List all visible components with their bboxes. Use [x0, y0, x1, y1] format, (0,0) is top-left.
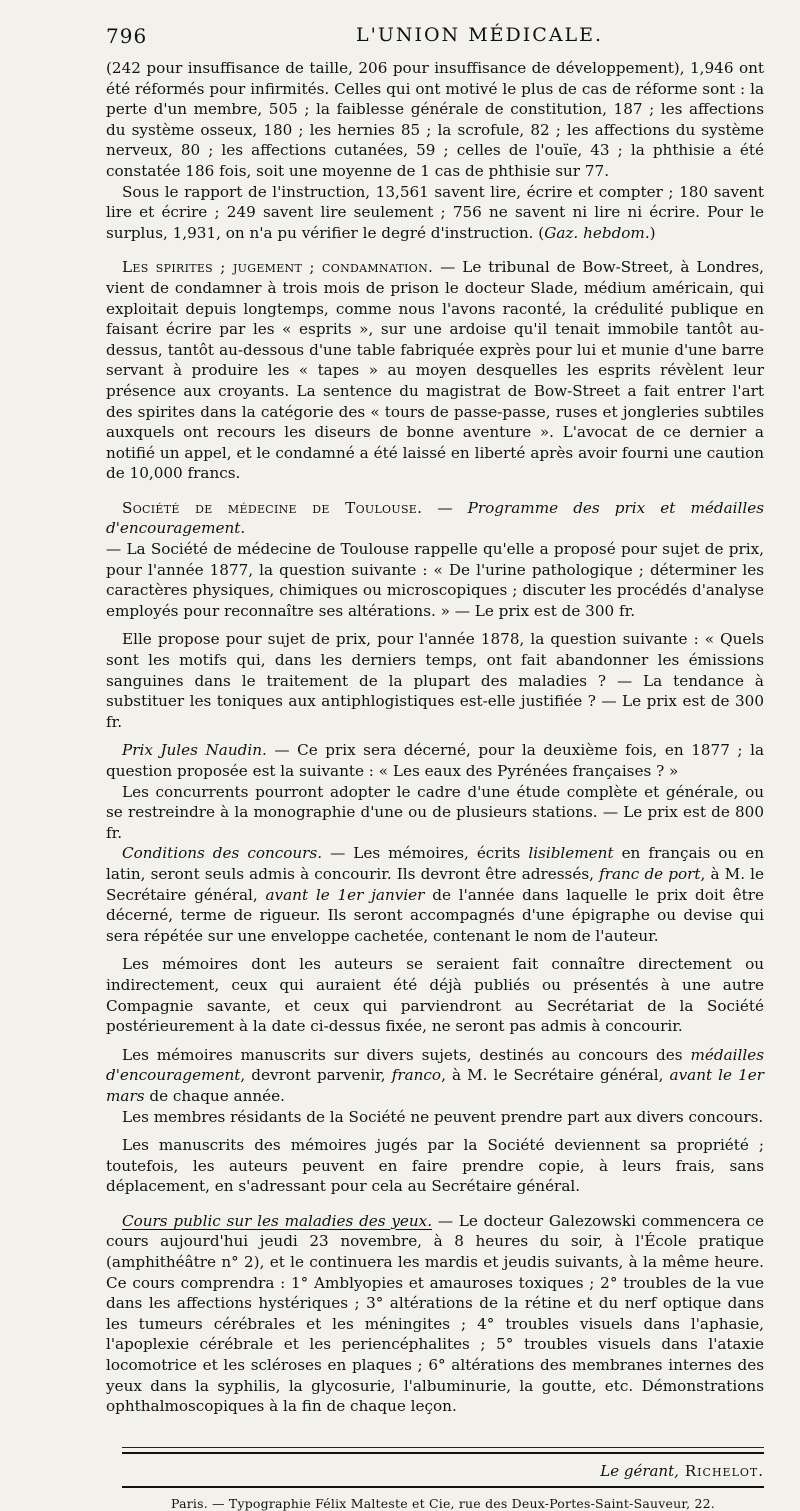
article-content [106, 58, 764, 1417]
page-footer [106, 1447, 764, 1511]
competitors-paragraph: Les concurrents pourront adopter le cadre d'une étude complète et générale, ou se restreindre à la monographie d'une ou de plusieurs stations. — Le prix est de 800 fr. [106, 782, 764, 842]
naudin-prize-label: Prix Jules Naudin. [122, 741, 267, 760]
page-number: 796 [106, 24, 148, 48]
page-header [106, 14, 764, 58]
instruction-stats-text: Sous le rapport de l'instruction, 13,561 savent lire, écrire et compter ; 180 savent lire et écrire ; 249 savent lire seulement ; 756 ne savent ni lire ni écrire. Pour le surplus, 1,931, on n'a pu vérifier le degré d'instruction. ( [106, 182, 764, 242]
spirites-article [106, 257, 764, 484]
manager-label: Le gérant, [600, 1461, 679, 1480]
toulouse-heading: Société de médecine de Toulouse. [122, 498, 423, 517]
source-citation-close: ) [649, 223, 656, 242]
eligibility-paragraph: Les mémoires dont les auteurs se seraient fait connaître directement ou indirectement, ceux qui auraient été déjà publiés ou présentés à une autre Compagnie savante, et ceux qui parviendront au Secrétariat de la Société postérieurement à la date ci-dessus fixée, ne seront pas admis à concourir. [106, 955, 764, 1036]
manager-signature [106, 1462, 764, 1486]
naudin-prize-paragraph [106, 740, 764, 781]
conditions-deadline: avant le 1er janvier [265, 885, 425, 904]
eye-course-article [106, 1211, 764, 1417]
conscription-stats-paragraph: (242 pour insuffisance de taille, 206 pour insuffisance de développement), 1,946 ont été réformés pour infirmités. Celles qui ont motivé le plus de cas de réforme sont : la perte d'un membre, 505 ; la faiblesse générale de constitution, 187 ; les affections du système osseux, 180 ; les hernies 85 ; la scrofule, 82 ; les affections du système nerveux, 80 ; les affections cutanées, 59 ; celles de l'ouïe, 43 ; la phthisie a été constatée 186 fois, soit une moyenne de 1 cas de phthisie sur 77. [106, 59, 764, 180]
resident-members-paragraph: Les membres résidants de la Société ne peuvent prendre part aux divers concours. [122, 1107, 764, 1126]
medals-text-a: Les mémoires manuscrits sur divers sujets, destinés au concours des [122, 1045, 691, 1064]
medals-term: médailles d'encouragement [106, 1045, 764, 1085]
manager-name: Richelot. [684, 1461, 764, 1480]
footer-rule-thin [122, 1447, 764, 1448]
conditions-franc-de-port: franc de port [599, 864, 701, 883]
instruction-stats-paragraph [106, 182, 764, 244]
spirites-heading: Les spirites ; jugement ; condamnation. [122, 258, 434, 277]
conditions-label: Conditions des concours. [122, 844, 323, 863]
naudin-prize-body: — Ce prix sera décerné, pour la deuxième fois, en 1877 ; la question proposée est la suivante : « Les eaux des Pyrénées françaises ? » [106, 741, 764, 780]
toulouse-dash: — [422, 498, 468, 517]
manuscripts-paragraph: Les manuscrits des mémoires jugés par la Société deviennent sa propriété ; toutefois, les auteurs peuvent en faire prendre copie, à leurs frais, sans déplacement, en s'adressant pour cela au Secrétaire général. [106, 1136, 764, 1196]
conditions-paragraph [106, 843, 764, 946]
footer-rule-bottom [122, 1486, 764, 1488]
eye-course-label: Cours public sur les maladies des yeux. [122, 1211, 433, 1230]
toulouse-prize-1878-paragraph: Elle propose pour sujet de prix, pour l'année 1878, la question suivante : « Quels sont les motifs qui, dans les derniers temps, ont fait abandonner les émissions sanguines dans le traitement de la plupart des maladies ? — La tendance à substituer les toniques aux antiphlogistiques est-elle justifiée ? — Le prix est de 300 fr. [106, 630, 764, 731]
medals-text-b: , devront parvenir, [240, 1066, 392, 1085]
conditions-text-a: — Les mémoires, écrits [322, 844, 529, 863]
printer-imprint: Paris. — Typographie Félix Malteste et Cie, rue des Deux-Portes-Saint-Sauveur, 22. [171, 1495, 715, 1511]
conditions-text-b: en français ou en latin, seront seuls admis à concourir. Ils devront être adressés, [106, 844, 764, 883]
medals-franco: franco [391, 1066, 442, 1085]
journal-title: L'UNION MÉDICALE. [356, 24, 604, 46]
conditions-text-c: , à M. le Secrétaire général, [106, 864, 764, 904]
footer-rule-thick [122, 1452, 764, 1454]
medals-paragraph [106, 1045, 764, 1107]
conditions-lisiblement: lisiblement [528, 844, 614, 863]
conditions-text-d: de l'année dans laquelle le prix doit être décerné, terme de rigueur. Ils seront accompagnés d'une épigraphe ou devise qui sera répétée sur une enveloppe cachetée, contenant le nom de l'auteur. [106, 885, 764, 945]
medals-text-c: , à M. le Secrétaire général, [441, 1066, 670, 1085]
toulouse-heading-line [106, 498, 764, 539]
toulouse-prize-1877-paragraph: — La Société de médecine de Toulouse rappelle qu'elle a proposé pour sujet de prix, pour l'année 1877, la question suivante : « De l'urine pathologique ; déterminer les caractères physiques, chimiques ou microscopiques ; discuter les procédés d'analyse employés pour reconnaître ses altérations. » — Le prix est de 300 fr. [106, 540, 764, 620]
toulouse-subheading: Programme des prix et médailles d'encouragement. [106, 498, 765, 538]
spirites-body: — Le tribunal de Bow-Street, à Londres, vient de condamner à trois mois de prison le docteur Slade, médium américain, qui exploitait depuis longtemps, comme nous l'avons raconté, la crédulité publique en faisant écrire par les « esprits », sur une ardoise qu'il tenait immobile tantôt au-dessus, tantôt au-dessous d'une table fabriquée exprès pour lui et munie d'une barre servant à produire les « tapes » au moyen desquelles les esprits révèlent leur présence aux croyants. La sentence du magistrat de Bow-Street a fait entrer l'art des spirites dans la catégorie des « tours de passe-passe, ruses et jongleries subtiles auxquels ont recours les diseurs de bonne aventure ». L'avocat de ce dernier a notifié un appel, et le condamné a été laissé en liberté après avoir fourni une caution de 10,000 francs. [106, 258, 764, 483]
medals-deadline: avant le 1er mars [106, 1066, 764, 1105]
eye-course-body: — Le docteur Galezowski commencera ce cours aujourd'hui jeudi 23 novembre, à 8 heures du soir, à l'École pratique (amphithéâtre n° 2), et le continuera les mardis et jeudis suivants, à la même heure. Ce cours comprendra : 1° Amblyopies et amauroses toxiques ; 2° troubles de la vue dans les affections hystériques ; 3° altérations de la rétine et du nerf optique dans les tumeurs cérébrales et les méningites ; 4° troubles visuels dans l'aphasie, l'apoplexie cérébrale et les periencéphalites ; 5° troubles visuels dans l'ataxie locomotrice et les scléroses en plaques ; 6° altérations des membranes internes des yeux dans la syphilis, la glycosurie, l'albuminurie, la goutte, etc. Démonstrations ophthalmoscopiques à la fin de chaque leçon. [106, 1211, 764, 1416]
source-citation: Gaz. hebdom. [544, 223, 650, 242]
medals-text-d: de chaque année. [144, 1086, 285, 1105]
